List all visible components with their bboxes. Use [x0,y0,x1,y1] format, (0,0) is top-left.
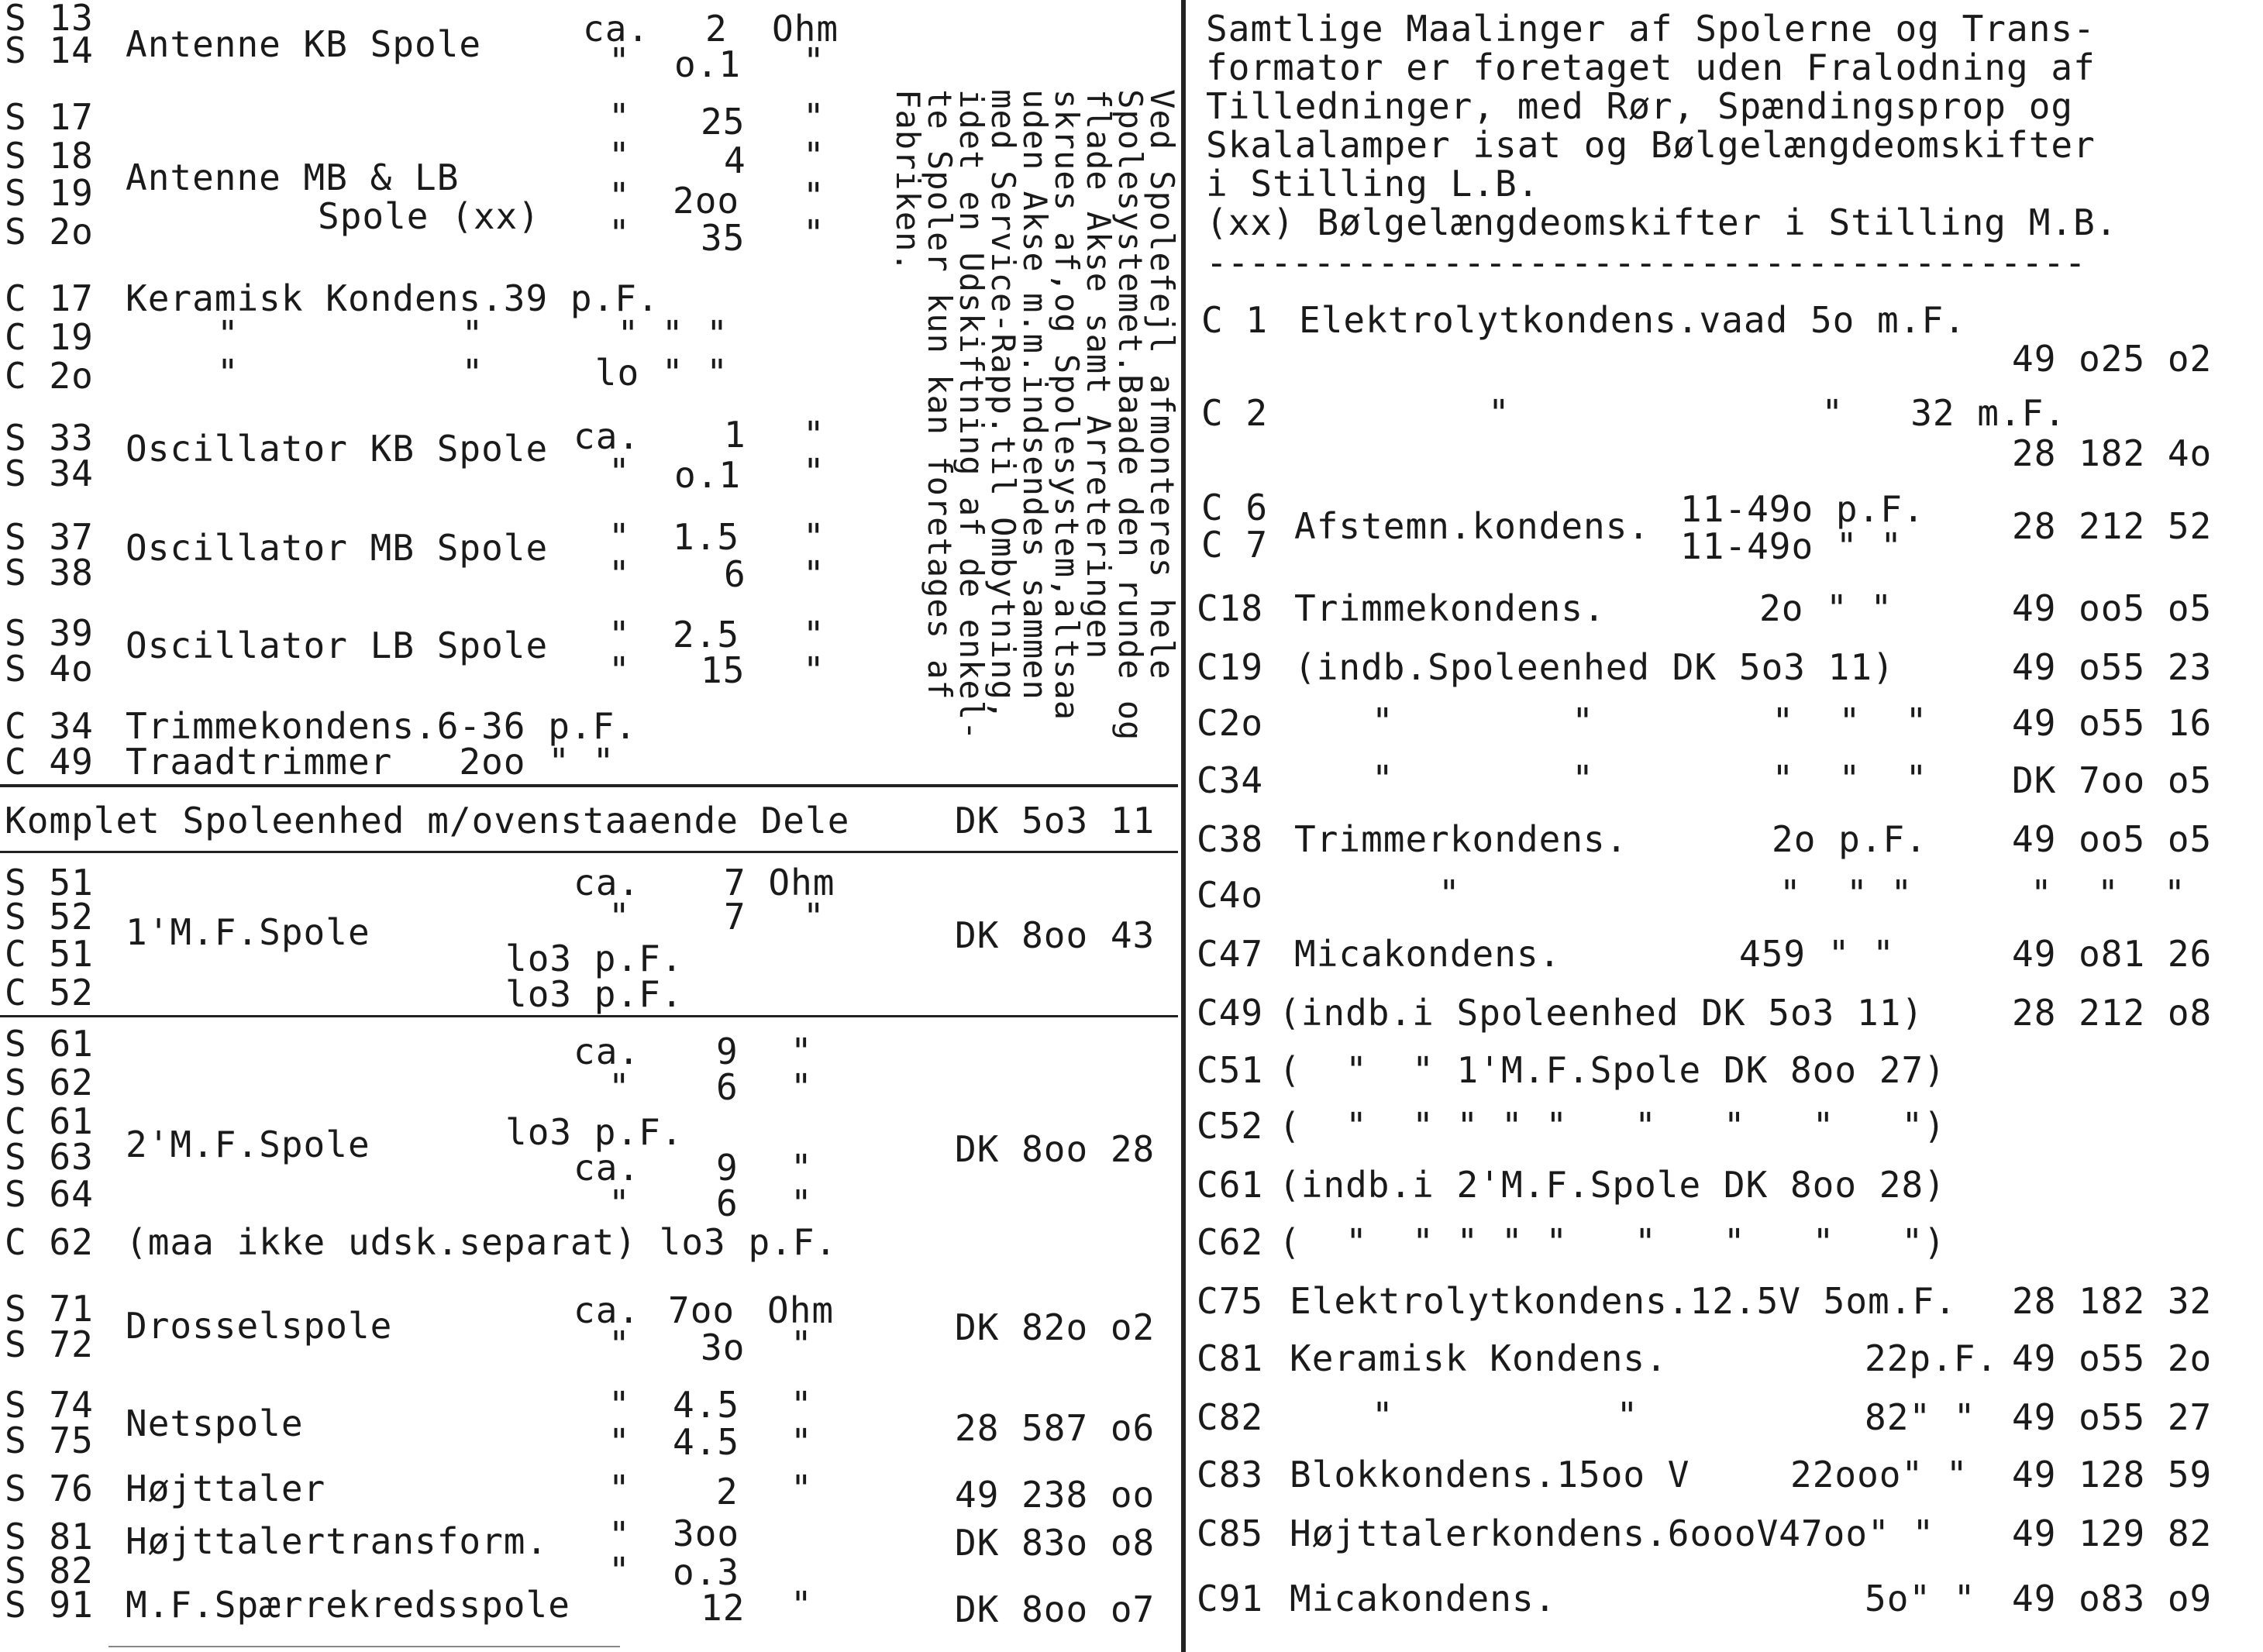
qualifier: " [608,451,631,493]
unit: " [790,1031,813,1072]
qualifier: " [608,175,631,217]
ditto-marks: " " " [2030,872,2186,914]
part-number: 49 128 59 [2012,1454,2213,1495]
ref-label: C83 [1197,1454,1264,1495]
ref-label: S 13 [5,0,94,39]
ditto-marks: ( " " " " " " " " ") [1279,1105,1946,1147]
ref-label: C82 [1197,1396,1264,1438]
header-line: i Stilling L.B. [1206,163,1540,205]
part-number: 49 o55 27 [2012,1396,2213,1438]
ref-label: S 33 [5,417,94,459]
part-description: Blokkondens.15oo V [1290,1454,1690,1495]
part-description: Oscillator KB Spole [126,428,549,470]
ref-label: S 18 [5,135,94,177]
qualifier: " [608,614,631,656]
ref-label: S 17 [5,96,94,138]
unit: " [803,516,825,558]
value: 2 [705,8,728,50]
ref-label: S 74 [5,1384,94,1426]
header-line: Tilledninger, med Rør, Spændingsprop og [1206,85,2074,127]
ref-label: S 19 [5,172,94,214]
ref-label: C62 [1197,1221,1264,1263]
unit: Ohm [767,1289,835,1331]
part-description: M.F.Spærrekredsspole [126,1584,570,1626]
ref-label: S 37 [5,516,94,558]
part-description: 2'M.F.Spole [126,1124,370,1165]
ref-label: C18 [1197,587,1264,629]
unit: " [790,1468,813,1509]
ref-label: S 75 [5,1420,94,1461]
part-description: Elektrolytkondens.vaad 5o m.F. [1299,299,1966,341]
part-number: DK 7oo o5 [2012,759,2213,801]
unit: " [790,1421,813,1463]
part-number: 49 o83 o9 [2012,1578,2213,1619]
ref-label: C47 [1197,933,1264,975]
ref-label: C 1 [1201,299,1269,341]
value: 11-49o " " [1680,525,1903,567]
ditto-marks: " " " " " [1372,700,1928,742]
unit: " [790,1584,813,1626]
unit: " [803,40,825,82]
value: 1.5 [673,516,740,558]
part-number: 49 oo5 o5 [2012,587,2213,629]
unit: " [803,414,825,456]
qualifier: " [608,1182,631,1224]
value: 4 [724,139,746,181]
value: 7 [724,896,746,938]
value: 9 [716,1147,739,1189]
part-number: 49 238 oo [955,1474,1156,1516]
ref-label: C 19 [5,316,94,358]
ref-label: C91 [1197,1578,1264,1619]
qualifier: " [608,516,631,558]
header-line: formator er foretaget uden Fralodning af [1206,46,2096,88]
part-number: 49 o25 o2 [2012,338,2213,380]
value: 2.5 [673,614,740,656]
capacitance: lo3 p.F. [505,1111,684,1153]
capacitance: lo3 p.F. [505,938,684,979]
value: 2o " " [1759,587,1893,629]
header-line: (xx) Bølgelængdeomskifter i Stilling M.B. [1206,201,2118,243]
qualifier: " [608,135,631,177]
unit: " [803,553,825,595]
ref-label: S 91 [5,1584,94,1626]
unit: " [790,1066,813,1108]
part-description: Drosselspole [126,1305,393,1347]
qualifier: " [608,553,631,595]
qualifier: " [608,1550,631,1592]
value: 3o [701,1327,746,1368]
ref-label: S 34 [5,453,94,494]
ref-label: C81 [1197,1337,1264,1379]
unit: " [803,135,825,177]
qualifier: ca. [574,1031,641,1072]
value: 6 [724,553,746,595]
qualifier: " [608,1514,631,1556]
part-description: Antenne KB Spole [126,23,482,65]
column-divider [1181,0,1186,1652]
ref-label: S 61 [5,1023,94,1065]
unit: " [803,96,825,138]
unit: " [790,1323,813,1365]
qualifier: ca. [574,1147,641,1189]
capacitance: lo3 p.F. [505,973,684,1015]
part-number: 28 587 o6 [955,1407,1156,1449]
part-number: DK 82o o2 [955,1306,1156,1348]
unit: " [803,896,825,938]
ref-label: C 6 [1201,487,1269,528]
part-number: DK 83o o8 [955,1522,1156,1564]
part-description: Trimmekondens. [1294,587,1606,629]
qualifier: " [608,1421,631,1463]
unit: " [803,614,825,656]
part-number: 49 129 82 [2012,1513,2213,1554]
part-description: " " 32 m.F. [1488,392,2067,434]
value: 7 Ohm [724,862,835,903]
ref-label: C 2o [5,355,94,397]
ref-label: S 72 [5,1323,94,1365]
part-description: Højttaler [126,1468,326,1509]
ref-label: C 51 [5,933,94,975]
part-description: Trimmekondens.6-36 p.F. [126,705,637,747]
qualifier: " [608,1066,631,1108]
part-number: 28 212 52 [2012,505,2213,547]
ditto-marks: " " " " " [217,313,728,355]
vertical-service-note [860,8,1210,783]
value: 15 [701,649,746,691]
ref-label: S 62 [5,1062,94,1103]
part-description: (indb.Spoleenhed DK 5o3 11) [1294,646,1895,688]
ditto-marks: " " lo " " [217,352,728,394]
part-description: ( " " 1'M.F.Spole DK 8oo 27) [1279,1049,1946,1091]
header-line: Skalalamper isat og Bølgelængdeomskifter [1206,124,2096,166]
ref-label: S 52 [5,896,94,938]
note-line: Spolesystemet.Baade den runde og [1111,89,1149,742]
ref-label: C85 [1197,1513,1264,1554]
ref-label: C 49 [5,741,94,783]
qualifier: ca. [574,862,641,903]
part-number: 49 o55 2o [2012,1337,2213,1379]
value: o.1 [674,43,742,85]
ref-label: C 7 [1201,524,1269,566]
ref-label: S 64 [5,1173,94,1215]
value: 2o p.F. [1772,818,1927,860]
value: 4.5 [673,1384,740,1426]
ref-label: S 82 [5,1550,94,1592]
section-rule [0,784,1178,787]
part-description: Keramisk Kondens. [1290,1337,1668,1379]
unit: " [803,212,825,254]
ref-label: C51 [1197,1049,1264,1091]
ditto-marks: " " " [1779,872,1913,914]
part-description: (indb.i Spoleenhed DK 5o3 11) [1279,992,1924,1034]
note-line: flade Akse samt Arreteringen [1080,89,1118,660]
value: 12 [701,1587,746,1629]
ref-label: C61 [1197,1164,1264,1206]
ref-label: C 61 [5,1100,94,1142]
qualifier: " [608,212,631,254]
value: 22p.F. [1865,1337,1999,1379]
part-number: 28 212 o8 [2012,992,2213,1034]
value: 6 [716,1066,739,1108]
qualifier: " [608,649,631,691]
part-description: (maa ikke udsk.separat) lo3 p.F. [126,1221,838,1263]
unit: " [790,1182,813,1224]
ref-label: S 2o [5,211,94,253]
value: 1 [724,414,746,456]
ref-label: C 62 [5,1221,94,1263]
note-line: skrues af,og Spolesystem,altsaa [1048,89,1086,721]
value: 22ooo" " [1790,1454,1968,1495]
value: 3oo [673,1513,740,1554]
unit: Ohm [772,8,839,50]
ref-label: S 76 [5,1468,94,1509]
ditto-marks: " [1438,872,1461,914]
qualifier: " [608,1384,631,1426]
part-description: Oscillator LB Spole [126,625,549,666]
note-line: idet en Udskiftning af de enkel- [952,89,990,742]
part-number: 49 o81 26 [2012,933,2213,975]
header-line: Samtlige Maalinger af Spolerne og Trans- [1206,8,2096,50]
value: 7oo [668,1289,735,1331]
value: 2 [716,1471,739,1513]
part-description: Micakondens. [1294,933,1562,975]
ref-label: C 34 [5,705,94,747]
value: 459 " " [1739,933,1895,975]
komplet-label: Komplet Spoleenhed m/ovenstaaende Dele [5,800,850,841]
part-number: DK 8oo 43 [955,914,1156,956]
ref-label: S 81 [5,1516,94,1557]
ref-label: C19 [1197,646,1264,688]
dashed-divider: ----------------------------------------- [1206,245,2086,280]
qualifier: ca. [574,415,641,457]
value: 82" " [1865,1396,1976,1438]
ref-label: C 17 [5,277,94,319]
bottom-rule [108,1646,620,1647]
part-description: Afstemn.kondens. [1294,505,1651,547]
part-description: Spole (xx) [318,195,540,237]
qualifier: ca. [574,1289,641,1331]
ref-label: S 71 [5,1288,94,1330]
ref-label: S 63 [5,1136,94,1178]
qualifier: " [608,96,631,138]
note-line: med Service-Rapp.til Ombytning, [984,89,1022,721]
part-description: Højttalerkondens.6oooV47oo" " [1290,1513,1935,1554]
part-number: 49 oo5 o5 [2012,818,2213,860]
part-description: Trimmerkondens. [1294,818,1628,860]
ref-label: C4o [1197,874,1264,916]
ref-label: C75 [1197,1280,1264,1322]
part-description: Traadtrimmer 2oo " " [126,741,615,783]
part-description: Oscillator MB Spole [126,527,549,569]
qualifier: " [608,1323,631,1365]
ditto-marks: ( " " " " " " " " ") [1279,1221,1946,1263]
note-line: Fabriken. [889,89,927,273]
value: 25 [701,101,746,143]
value: 4.5 [673,1421,740,1463]
ref-label: C38 [1197,818,1264,860]
ref-label: C 52 [5,972,94,1014]
value: 11-49o p.F. [1680,488,1925,530]
unit: " [803,451,825,493]
ref-label: C2o [1197,702,1264,744]
section-rule [0,1015,1178,1017]
note-line: uden Akse m.m.indsendes sammen [1016,89,1054,700]
ref-label: C34 [1197,759,1264,801]
part-description: 1'M.F.Spole [126,911,370,953]
unit: " [790,1147,813,1189]
value: 6 [716,1182,739,1224]
part-number: 28 182 32 [2012,1280,2213,1322]
part-number: 49 o55 16 [2012,702,2213,744]
value: o.1 [674,454,742,496]
part-description: Keramisk Kondens.39 p.F. [126,277,660,319]
qualifier: ca. [583,8,650,50]
part-description: Antenne MB & LB [126,157,460,198]
part-description: Højttalertransform. [126,1520,549,1562]
ref-label: C 2 [1201,392,1269,434]
part-description: Netspole [126,1402,304,1444]
unit: " [803,649,825,691]
ref-label: S 38 [5,552,94,594]
part-number: 28 182 4o [2012,432,2213,474]
part-description: Elektrolytkondens.12.5V 5om.F. [1290,1280,1957,1322]
part-number: 49 o55 23 [2012,646,2213,688]
part-number: DK 8oo 28 [955,1128,1156,1170]
value: 2oo [673,180,740,222]
value: o.3 [673,1551,740,1593]
value: 5o" " [1865,1578,1976,1619]
ref-label: C49 [1197,992,1264,1034]
ditto-marks: " " [1372,1395,1639,1437]
note-line: te Spoler kun kan foretages af [921,89,959,700]
part-description: Micakondens. [1290,1578,1557,1619]
unit: " [790,1384,813,1426]
ref-label: S 4o [5,648,94,690]
unit: " [803,175,825,217]
part-number: DK 8oo o7 [955,1588,1156,1630]
ref-label: S 39 [5,612,94,654]
ref-label: S 14 [5,29,94,71]
part-description: (indb.i 2'M.F.Spole DK 8oo 28) [1279,1164,1946,1206]
value: 35 [701,217,746,259]
qualifier: " [608,40,631,82]
ref-label: C52 [1197,1105,1264,1147]
part-number: DK 5o3 11 [955,800,1156,841]
ditto-marks: " " " " " [1372,758,1928,800]
value: 9 [716,1031,739,1072]
qualifier: " [608,896,631,938]
qualifier: " [608,1468,631,1509]
section-rule [0,851,1178,853]
ref-label: S 51 [5,862,94,903]
note-line: Ved Spolefejl afmonteres hele [1143,89,1181,680]
